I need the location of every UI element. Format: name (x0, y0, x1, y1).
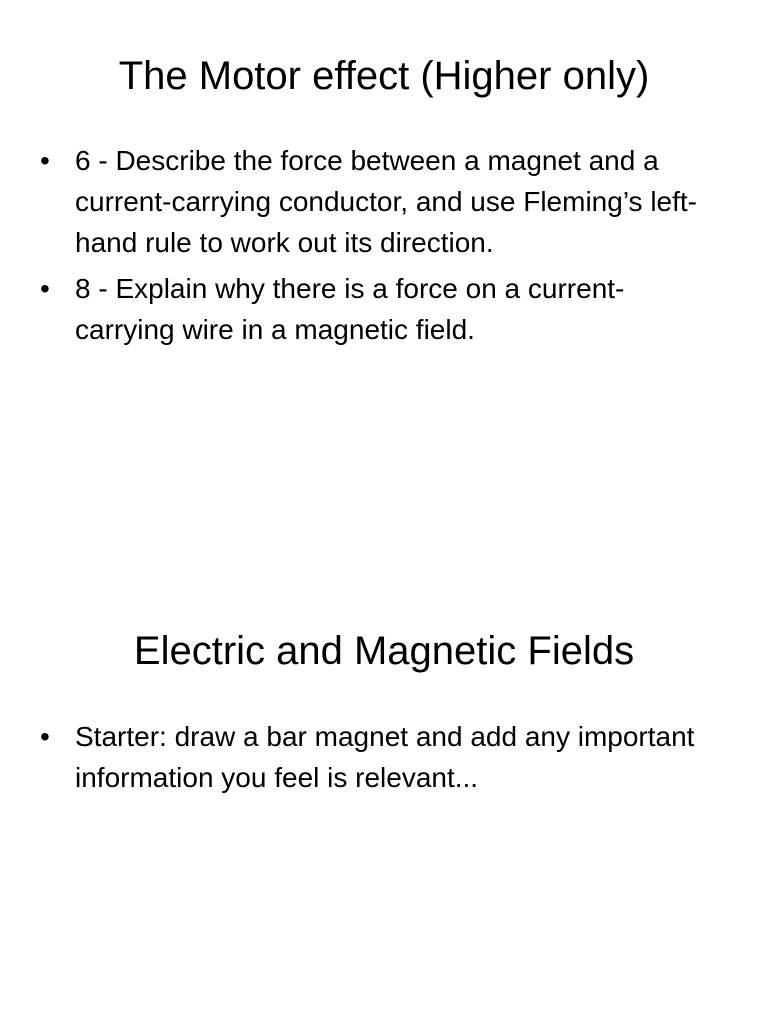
bullet-text: 8 - Explain why there is a force on a current-carrying wire in a magnetic field. (75, 273, 625, 345)
slide-title: Electric and Magnetic Fields (133, 629, 635, 673)
bullet-item (40, 716, 720, 798)
slide-title: The Motor effect (Higher only) (118, 54, 650, 98)
slide-2 (0, 512, 768, 1024)
bullet-text: Starter: draw a bar magnet and add any important information you feel is relevant... (75, 721, 695, 793)
bullet-list (40, 140, 720, 355)
bullet-dot-icon: • (40, 145, 50, 176)
bullet-text: 6 - Describe the force between a magnet and a current-carrying conductor, and use Fleming’s left-hand rule to work out its direction. (75, 145, 697, 258)
bullet-list (40, 716, 720, 803)
bullet-dot-icon: • (40, 273, 50, 304)
bullet-item (40, 268, 720, 350)
bullet-dot-icon: • (40, 721, 50, 752)
bullet-item (40, 140, 720, 263)
